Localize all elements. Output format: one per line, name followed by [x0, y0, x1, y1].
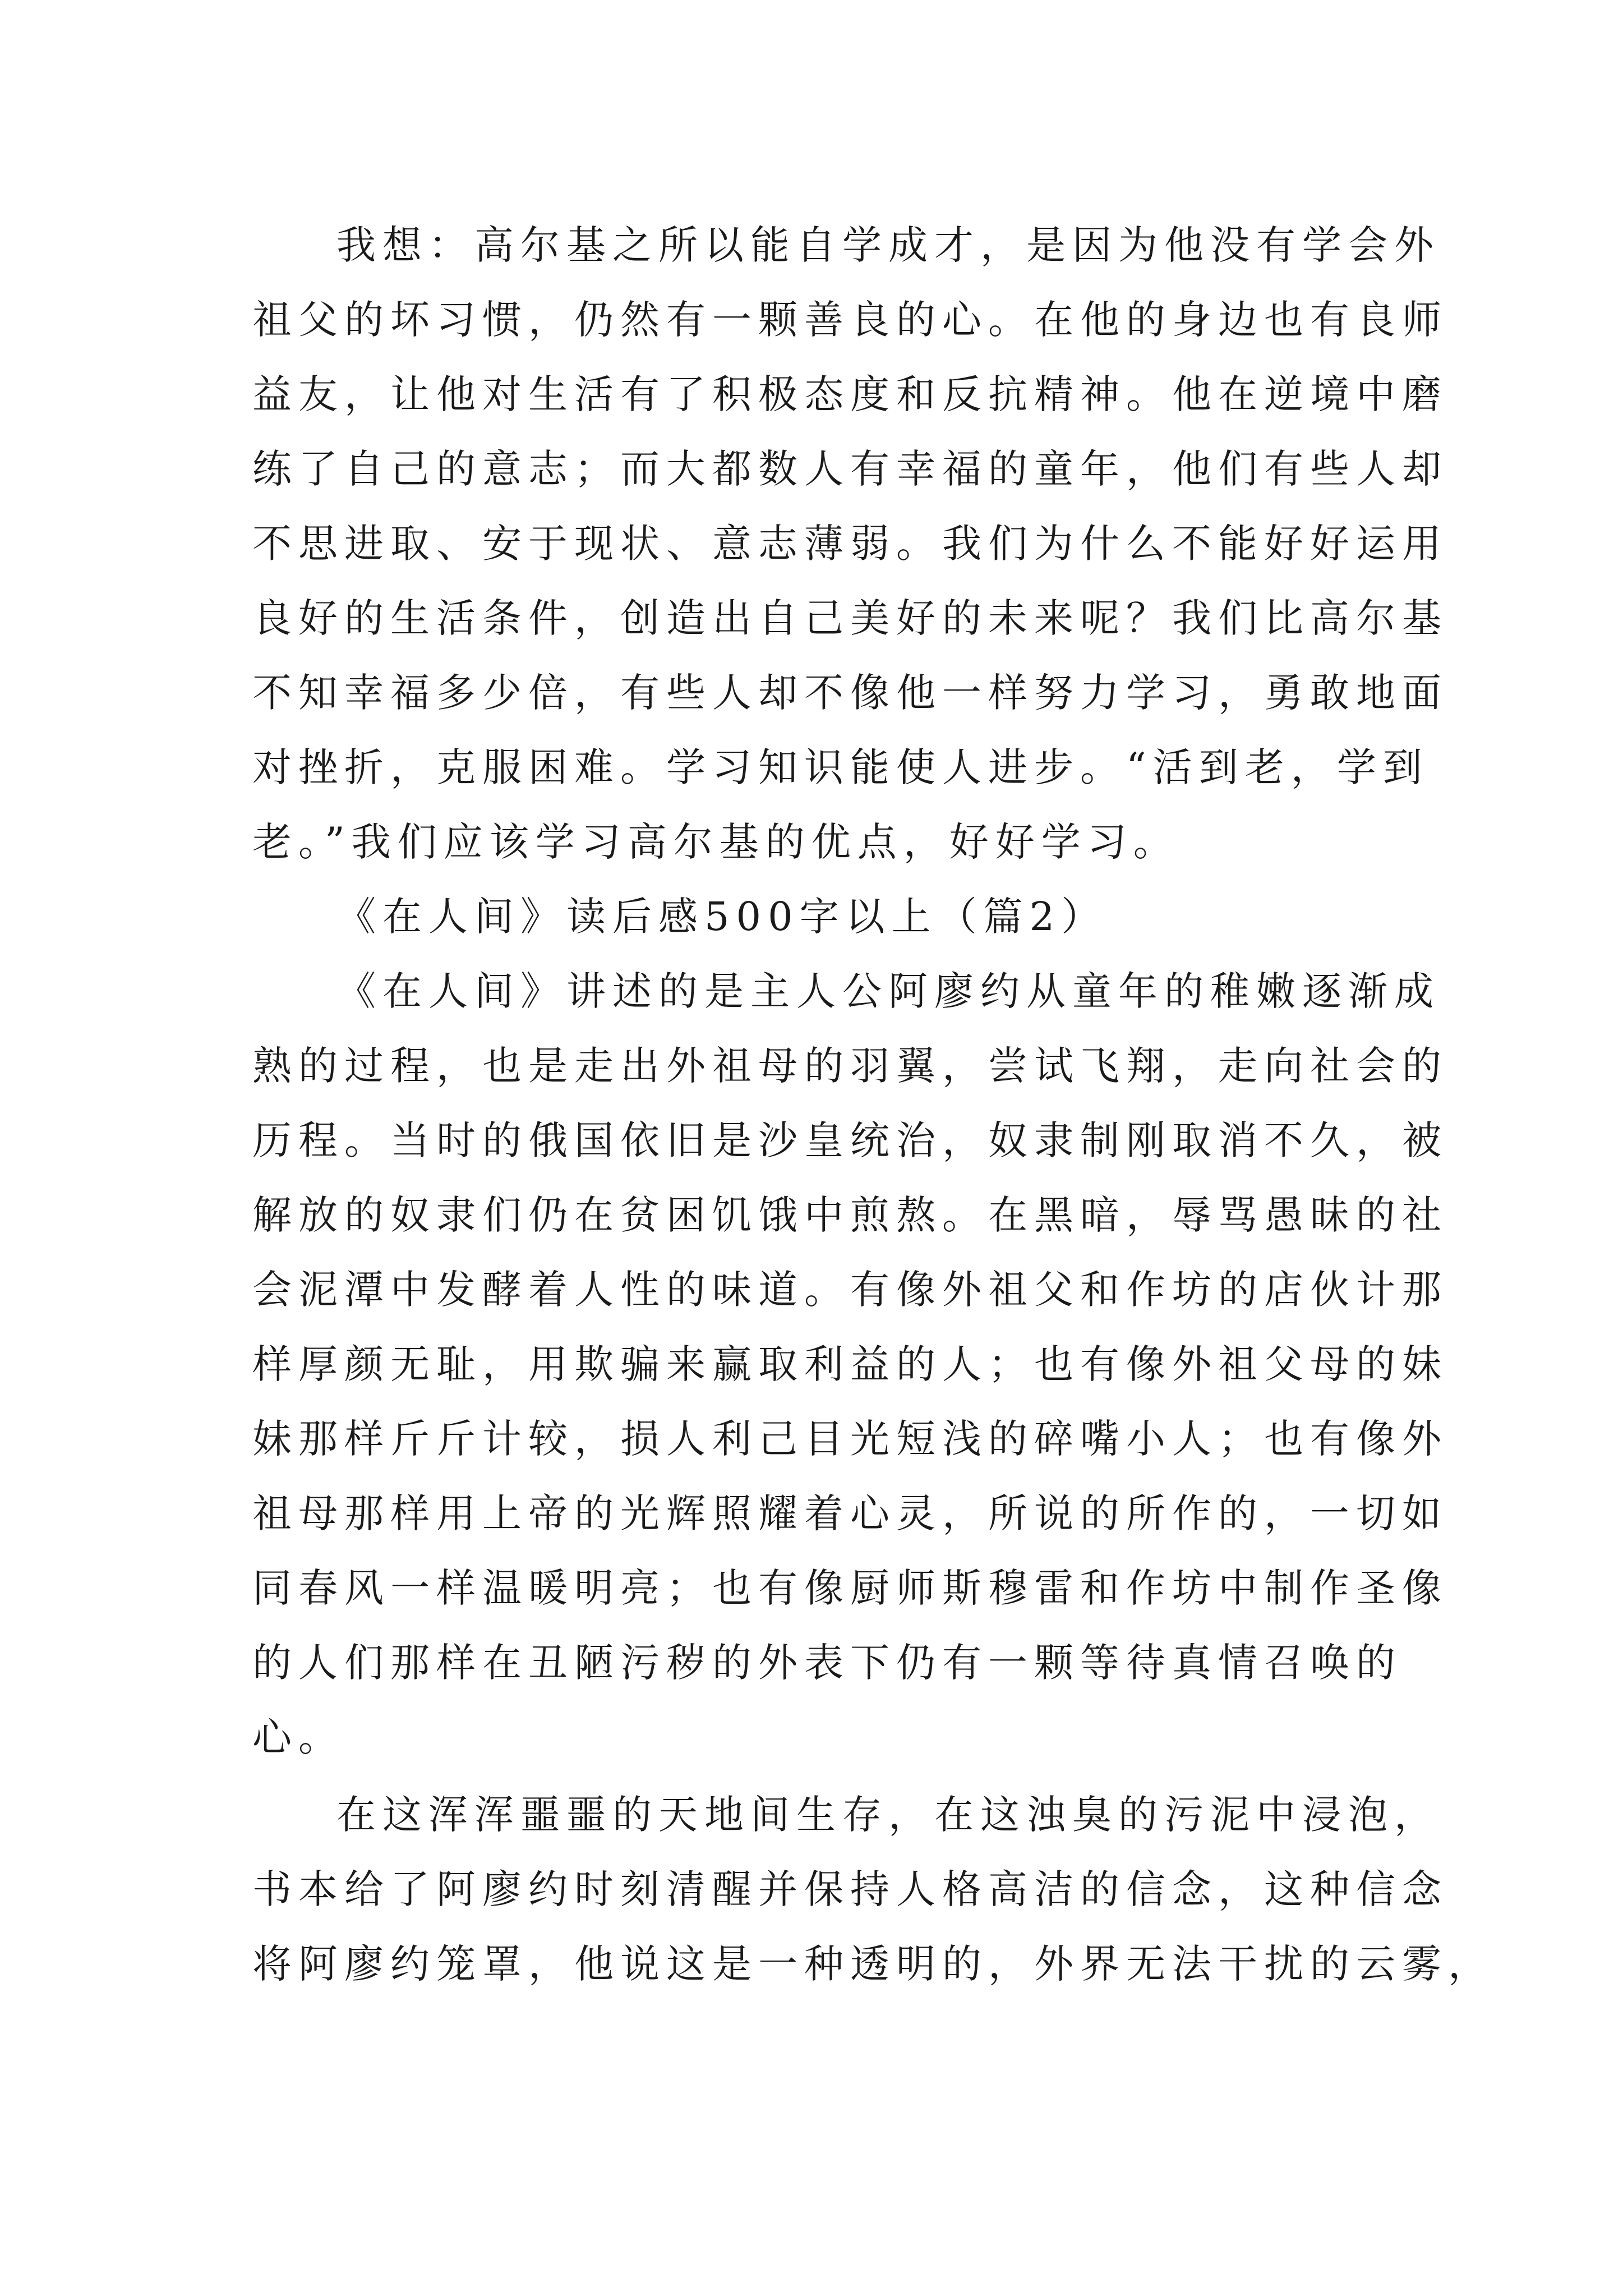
paragraph-3-line-2: 书本给了阿廖约时刻清醒并保持人格高洁的信念，这种信念 — [252, 1866, 1448, 1912]
paragraph-1-line-3: 益友，让他对生活有了积极态度和反抗精神。他在逆境中磨 — [252, 371, 1448, 417]
paragraph-1-line-2: 祖父的坏习惯，仍然有一颗善良的心。在他的身边也有良师 — [252, 297, 1448, 343]
paragraph-1-line-8: 对挫折，克服困难。学习知识能使人进步。“活到老，学到 — [252, 744, 1429, 790]
paragraph-2-line-2: 熟的过程，也是走出外祖母的羽翼，尝试飞翔，走向社会的 — [252, 1043, 1448, 1089]
paragraph-2-line-7: 妹那样斤斤计较，损人利己目光短浅的碎嘴小人；也有像外 — [252, 1416, 1448, 1462]
paragraph-1-line-7: 不知幸福多少倍，有些人却不像他一样努力学习，勇敢地面 — [252, 670, 1448, 716]
paragraph-2-line-6: 样厚颜无耻，用欺骗来赢取利益的人；也有像外祖父母的妹 — [252, 1341, 1448, 1387]
paragraph-1-line-5: 不思进取、安于现状、意志薄弱。我们为什么不能好好运用 — [252, 521, 1448, 567]
paragraph-1-line-4: 练了自己的意志；而大都数人有幸福的童年，他们有些人却 — [252, 446, 1448, 492]
paragraph-2-line-11: 心。 — [252, 1714, 344, 1760]
paragraph-2-line-1: 《在人间》讲述的是主人公阿廖约从童年的稚嫩逐渐成 — [336, 968, 1440, 1014]
paragraph-1-line-9: 老。”我们应该学习高尔基的优点，好好学习。 — [252, 819, 1179, 865]
section-heading: 《在人间》读后感500字以上（篇2） — [336, 894, 1108, 940]
paragraph-2-line-9: 同春风一样温暖明亮；也有像厨师斯穆雷和作坊中制作圣像 — [252, 1565, 1448, 1611]
paragraph-3-line-3: 将阿廖约笼罩，他说这是一种透明的，外界无法干扰的云雾， — [252, 1941, 1494, 1987]
paragraph-3-line-1: 在这浑浑噩噩的天地间生存，在这浊臭的污泥中浸泡， — [336, 1792, 1440, 1838]
paragraph-2-line-3: 历程。当时的俄国依旧是沙皇统治，奴隶制刚取消不久，被 — [252, 1117, 1448, 1163]
paragraph-1-line-6: 良好的生活条件，创造出自己美好的未来呢？我们比高尔基 — [252, 595, 1448, 641]
paragraph-1-line-1: 我想：高尔基之所以能自学成才，是因为他没有学会外 — [336, 222, 1440, 268]
paragraph-2-line-4: 解放的奴隶们仍在贫困饥饿中煎熬。在黑暗，辱骂愚昧的社 — [252, 1192, 1448, 1238]
paragraph-2-line-10: 的人们那样在丑陋污秽的外表下仍有一颗等待真情召唤的 — [252, 1640, 1402, 1686]
paragraph-2-line-5: 会泥潭中发酵着人性的味道。有像外祖父和作坊的店伙计那 — [252, 1267, 1448, 1313]
paragraph-2-line-8: 祖母那样用上帝的光辉照耀着心灵，所说的所作的，一切如 — [252, 1490, 1448, 1536]
